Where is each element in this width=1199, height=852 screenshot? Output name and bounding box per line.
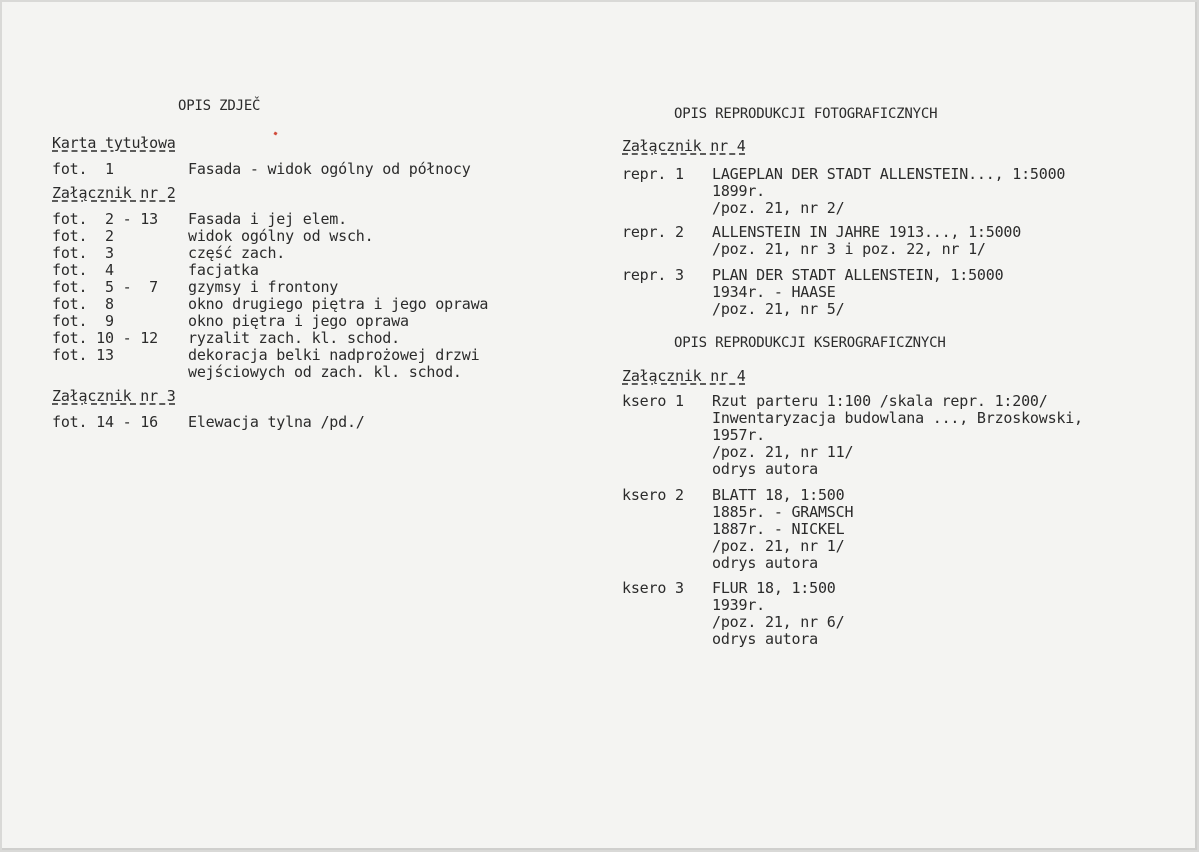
document-card bbox=[2, 2, 1197, 850]
list-item-text: gzymsy i frontony bbox=[188, 278, 339, 296]
right-title-xero: OPIS REPRODUKCJI KSEROGRAFICZNYCH bbox=[674, 335, 946, 351]
list-item-text: Fasada i jej elem. bbox=[188, 210, 347, 228]
list-item-text: Fasada - widok ogólny od północy bbox=[188, 160, 471, 178]
repr-line: /poz. 21, nr 5/ bbox=[712, 300, 845, 318]
section-heading-zal2: Załącznik nr 2 bbox=[52, 184, 176, 202]
right-title-photo: OPIS REPRODUKCJI FOTOGRAFICZNYCH bbox=[674, 106, 938, 122]
list-item-no: fot. 4 bbox=[52, 261, 114, 279]
ksero-line: odrys autora bbox=[712, 554, 818, 572]
section-heading-zal3: Załącznik nr 3 bbox=[52, 387, 176, 405]
repr-line: ALLENSTEIN IN JAHRE 1913..., 1:5000 bbox=[712, 223, 1022, 241]
repr-line: 1899r. bbox=[712, 182, 765, 200]
ksero-line: 1885r. - GRAMSCH bbox=[712, 503, 854, 521]
ksero-no: ksero 1 bbox=[622, 392, 684, 410]
section-heading-zal4-photo: Załącznik nr 4 bbox=[622, 137, 746, 155]
repr-line: 1934r. - HAASE bbox=[712, 283, 836, 301]
ksero-line: /poz. 21, nr 6/ bbox=[712, 613, 845, 631]
ksero-line: odrys autora bbox=[712, 630, 818, 648]
ksero-line: 1939r. bbox=[712, 596, 765, 614]
repr-line: PLAN DER STADT ALLENSTEIN, 1:5000 bbox=[712, 266, 1004, 284]
section-heading-zal4-xero: Załącznik nr 4 bbox=[622, 367, 746, 385]
list-item-no: fot. 14 - 16 bbox=[52, 413, 158, 431]
list-item-text: ryzalit zach. kl. schod. bbox=[188, 329, 400, 347]
list-item-text: część zach. bbox=[188, 244, 286, 262]
list-item-text: widok ogólny od wsch. bbox=[188, 227, 374, 245]
ksero-line: /poz. 21, nr 11/ bbox=[712, 443, 854, 461]
repr-no: repr. 1 bbox=[622, 165, 684, 183]
list-item-no: fot. 5 - 7 bbox=[52, 278, 158, 296]
list-item-text: okno drugiego piętra i jego oprawa bbox=[188, 295, 489, 313]
left-title: OPIS ZDJEČ bbox=[178, 98, 261, 114]
list-item-no: fot. 13 bbox=[52, 346, 114, 364]
list-item-no: fot. 2 bbox=[52, 227, 114, 245]
repr-no: repr. 2 bbox=[622, 223, 684, 241]
ksero-line: 1957r. bbox=[712, 426, 765, 444]
list-item-no: fot. 3 bbox=[52, 244, 114, 262]
list-item-no: fot. 1 bbox=[52, 160, 114, 178]
ksero-line: 1887r. - NICKEL bbox=[712, 520, 845, 538]
repr-no: repr. 3 bbox=[622, 266, 684, 284]
ksero-line: Inwentaryzacja budowlana ..., Brzoskowski, bbox=[712, 409, 1083, 427]
ksero-line: /poz. 21, nr 1/ bbox=[712, 537, 845, 555]
ink-mark bbox=[273, 131, 277, 135]
list-item-text: Elewacja tylna /pd./ bbox=[188, 413, 365, 431]
list-item-no: fot. 2 - 13 bbox=[52, 210, 158, 228]
list-item-text: facjatka bbox=[188, 261, 259, 279]
repr-line: /poz. 21, nr 3 i poz. 22, nr 1/ bbox=[712, 240, 986, 258]
ksero-no: ksero 2 bbox=[622, 486, 684, 504]
section-heading-karta: Karta tytułowa bbox=[52, 134, 176, 152]
list-item-text: wejściowych od zach. kl. schod. bbox=[188, 363, 462, 381]
repr-line: /poz. 21, nr 2/ bbox=[712, 199, 845, 217]
ksero-line: odrys autora bbox=[712, 460, 818, 478]
list-item-text: dekoracja belki nadprożowej drzwi bbox=[188, 346, 480, 364]
list-item-no: fot. 8 bbox=[52, 295, 114, 313]
ksero-line: BLATT 18, 1:500 bbox=[712, 486, 845, 504]
list-item-no: fot. 9 bbox=[52, 312, 114, 330]
list-item-no: fot. 10 - 12 bbox=[52, 329, 158, 347]
ksero-line: FLUR 18, 1:500 bbox=[712, 579, 836, 597]
repr-line: LAGEPLAN DER STADT ALLENSTEIN..., 1:5000 bbox=[712, 165, 1066, 183]
ksero-no: ksero 3 bbox=[622, 579, 684, 597]
list-item-text: okno piętra i jego oprawa bbox=[188, 312, 409, 330]
ksero-line: Rzut parteru 1:100 /skala repr. 1:200/ bbox=[712, 392, 1048, 410]
